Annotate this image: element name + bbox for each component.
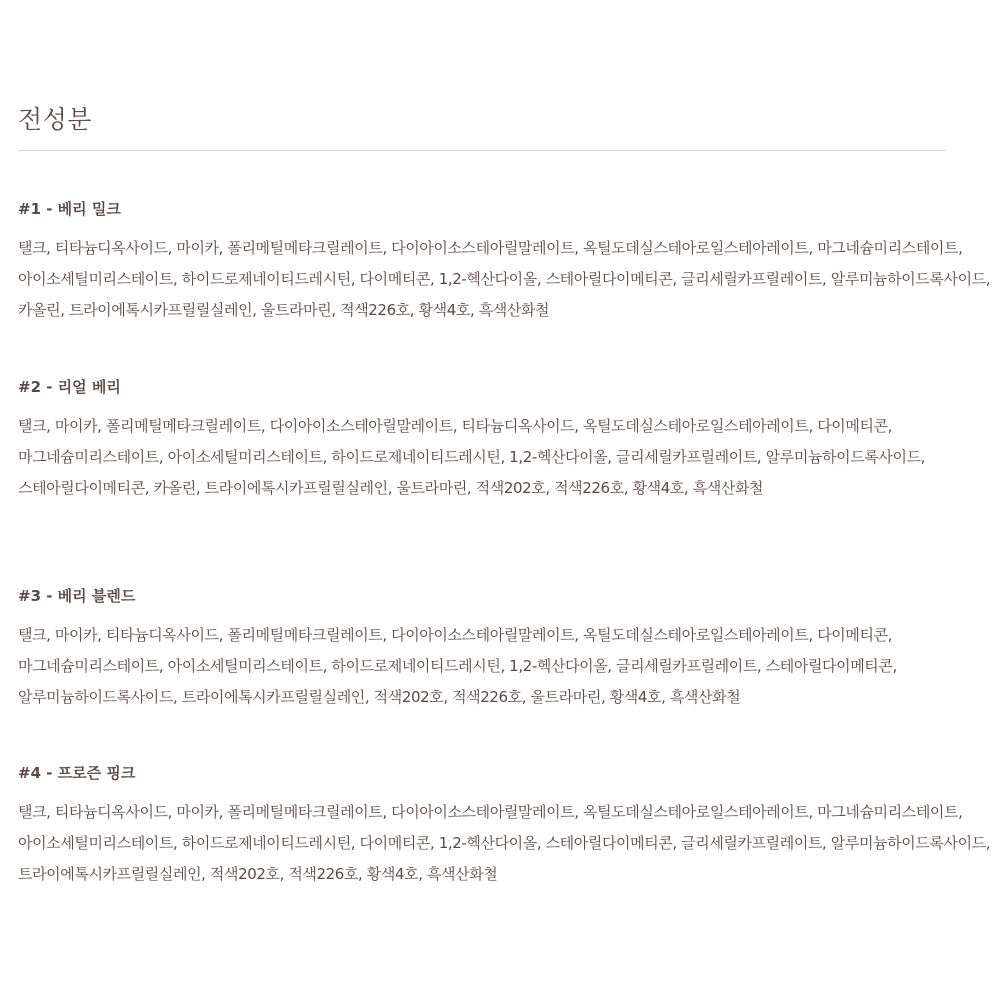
ingredient-list: 탤크, 티타늄디옥사이드, 마이카, 폴리메틸메타크릴레이트, 다이아이소스테아릴말레이트, 옥틸도데실스테아로일스테아레이트, 마그네슘미리스테이트, 아이소세틸미리스테이트, 하이드로제네이티드레시틴, 다이메티콘, 1,2-헥산다이올, 스테아릴다이메티콘, 글리세릴카프릴레이트, 알루미늄하이드록사이드, 트라이에톡시카프릴릴실레인, 적색202호, 적색226호, 황색4호, 흑색산화철 bbox=[18, 803, 991, 883]
ingredient-section-3 bbox=[18, 585, 993, 713]
ingredient-list: 탤크, 마이카, 티타늄디옥사이드, 폴리메틸메타크릴레이트, 다이아이소스테아릴말레이트, 옥틸도데실스테아로일스테아레이트, 다이메티콘, 마그네슘미리스테이트, 아이소세틸미리스테이트, 하이드로제네이티드레시틴, 1,2-헥산다이올, 글리세릴카프릴레이트, 스테아릴다이메티콘, 알루미늄하이드록사이드, 트라이에톡시카프릴릴실레인, 적색202호, 적색226호, 울트라마린, 황색4호, 흑색산화철 bbox=[18, 626, 897, 706]
section-heading: #4 - 프로즌 핑크 bbox=[18, 764, 136, 782]
section-heading: #1 - 베리 밀크 bbox=[18, 200, 121, 218]
section-heading: #3 - 베리 블렌드 bbox=[18, 587, 136, 605]
ingredient-list: 탤크, 티타늄디옥사이드, 마이카, 폴리메틸메타크릴레이트, 다이아이소스테아릴말레이트, 옥틸도데실스테아로일스테아레이트, 마그네슘미리스테이트, 아이소세틸미리스테이트, 하이드로제네이티드레시틴, 다이메티콘, 1,2-헥산다이올, 스테아릴다이메티콘, 글리세릴카프릴레이트, 알루미늄하이드록사이드, 카올린, 트라이에톡시카프릴릴실레인, 울트라마린, 적색226호, 황색4호, 흑색산화철 bbox=[18, 239, 991, 319]
ingredient-section-1 bbox=[18, 198, 993, 326]
page-title: 전성분 bbox=[18, 105, 92, 134]
ingredient-section-4 bbox=[18, 762, 993, 890]
section-heading: #2 - 리얼 베리 bbox=[18, 378, 121, 396]
ingredient-section-2 bbox=[18, 376, 993, 504]
ingredient-list: 탤크, 마이카, 폴리메틸메타크릴레이트, 다이아이소스테아릴말레이트, 티타늄디옥사이드, 옥틸도데실스테아로일스테아레이트, 다이메티콘, 마그네슘미리스테이트, 아이소세틸미리스테이트, 하이드로제네이티드레시틴, 1,2-헥산다이올, 글리세릴카프릴레이트, 알루미늄하이드록사이드, 스테아릴다이메티콘, 카올린, 트라이에톡시카프릴릴실레인, 울트라마린, 적색202호, 적색226호, 황색4호, 흑색산화철 bbox=[18, 417, 926, 497]
title-divider bbox=[18, 150, 946, 151]
